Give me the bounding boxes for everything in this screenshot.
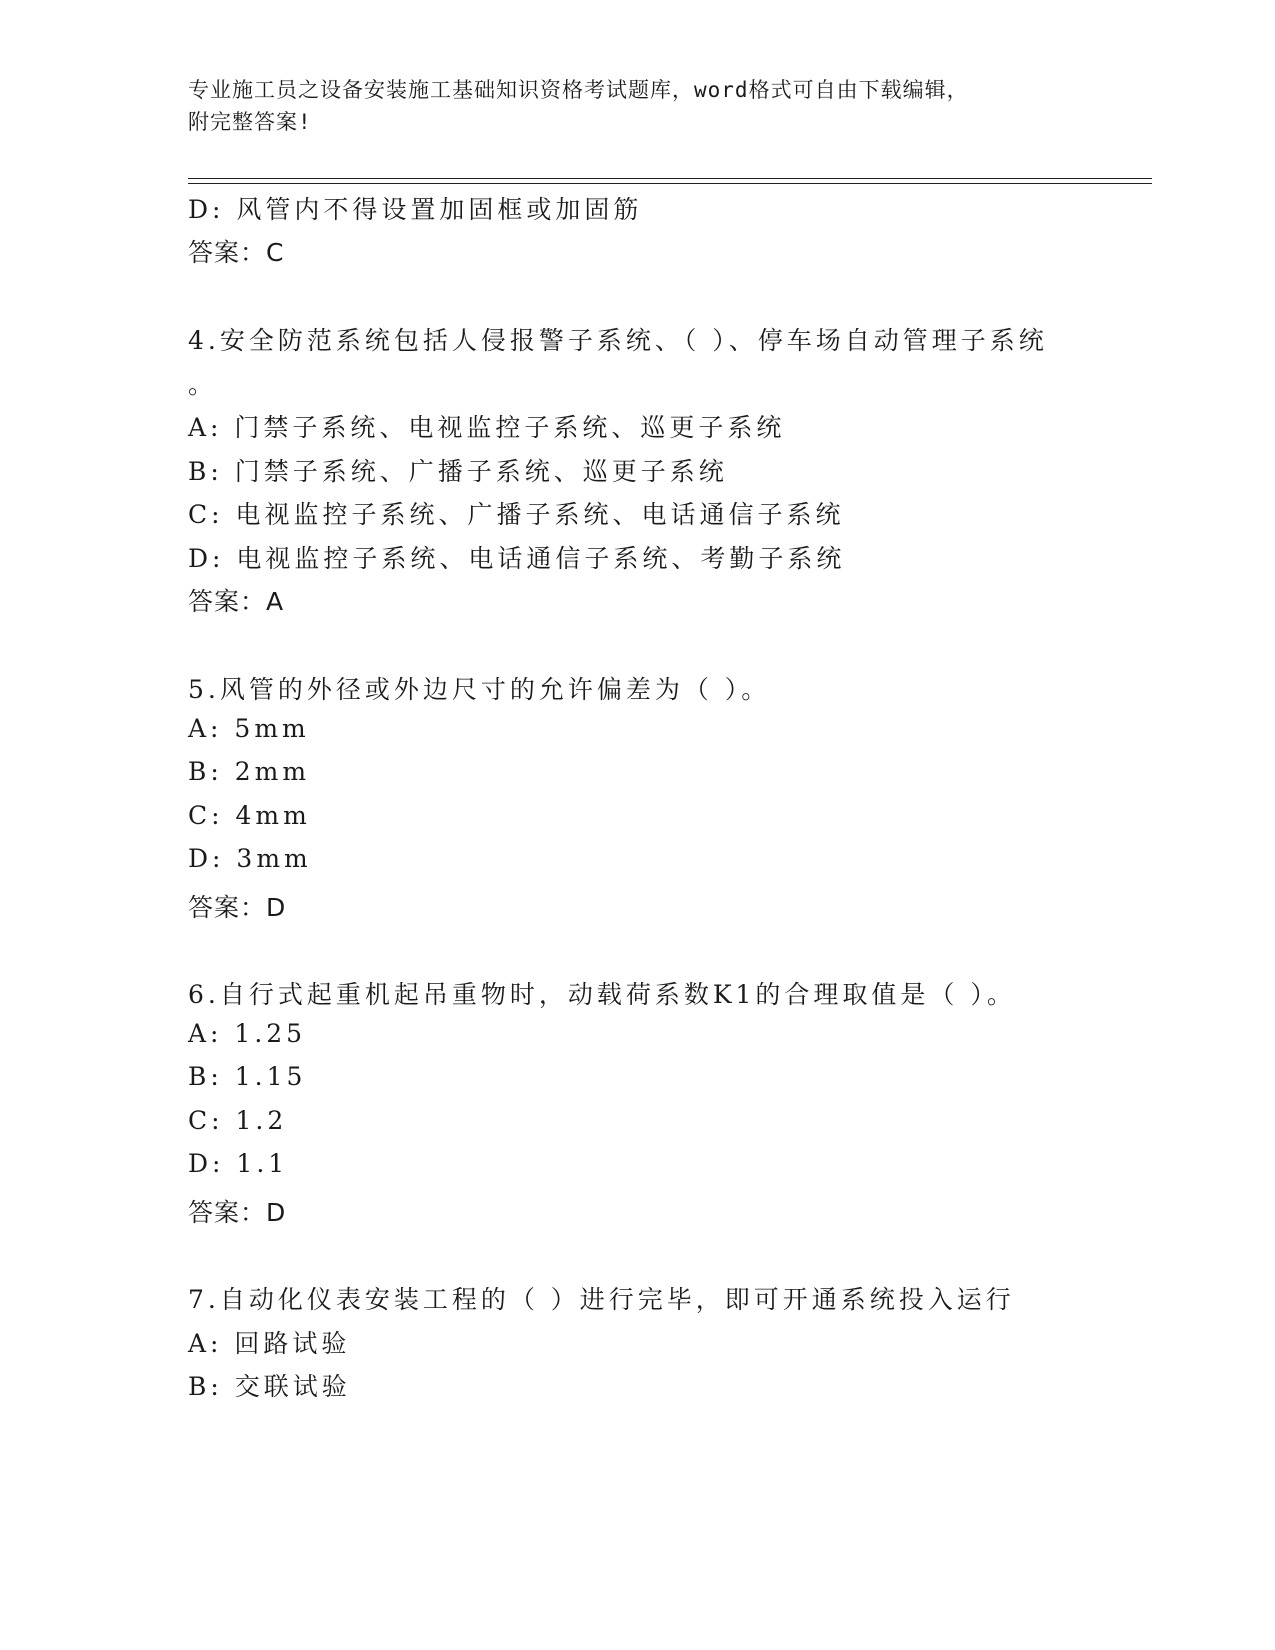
q6-option-b: B: 1.15: [188, 1062, 307, 1091]
q3-answer: 答案：C: [188, 238, 285, 267]
q6-option-d: D: 1.1: [188, 1149, 289, 1178]
q6-answer: 答案：D: [188, 1198, 287, 1227]
q4-option-b: B: 门禁子系统、广播子系统、巡更子系统: [188, 457, 728, 486]
q4-option-c: C: 电视监控子系统、广播子系统、电话通信子系统: [188, 500, 845, 529]
q4-stem: 4.安全防范系统包括人侵报警子系统、（ ）、停车场自动管理子系统: [188, 326, 1048, 355]
q6-option-a: A: 1.25: [188, 1019, 307, 1048]
q7-option-b: B: 交联试验: [188, 1372, 351, 1401]
q4-answer: 答案：A: [188, 587, 285, 616]
q7-option-a: A: 回路试验: [188, 1329, 351, 1358]
q5-answer: 答案：D: [188, 893, 287, 922]
q5-option-c: C: 4mm: [188, 801, 311, 830]
q4-stem-continuation: 。: [188, 370, 218, 399]
header-divider-top: [188, 178, 1152, 179]
q6-option-c: C: 1.2: [188, 1106, 288, 1135]
q4-option-d: D: 电视监控子系统、电话通信子系统、考勤子系统: [188, 544, 846, 573]
q5-option-d: D: 3mm: [188, 844, 312, 873]
q4-option-a: A: 门禁子系统、电视监控子系统、巡更子系统: [188, 413, 786, 442]
q5-option-b: B: 2mm: [188, 757, 311, 786]
header-title-line1: 专业施工员之设备安装施工基础知识资格考试题库，word格式可自由下载编辑，: [188, 78, 969, 102]
q5-stem: 5.风管的外径或外边尺寸的允许偏差为（ ）。: [188, 675, 771, 704]
q6-stem: 6.自行式起重机起吊重物时，动载荷系数K1的合理取值是（ ）。: [188, 980, 1016, 1009]
q3-option-d: D: 风管内不得设置加固框或加固筋: [188, 195, 643, 224]
header-divider-bottom: [188, 183, 1152, 184]
q7-stem: 7.自动化仪表安装工程的（ ）进行完毕，即可开通系统投入运行: [188, 1285, 1015, 1314]
header-title-line2: 附完整答案!: [188, 110, 312, 134]
q5-option-a: A: 5mm: [188, 714, 310, 743]
page-header: [188, 74, 1068, 138]
